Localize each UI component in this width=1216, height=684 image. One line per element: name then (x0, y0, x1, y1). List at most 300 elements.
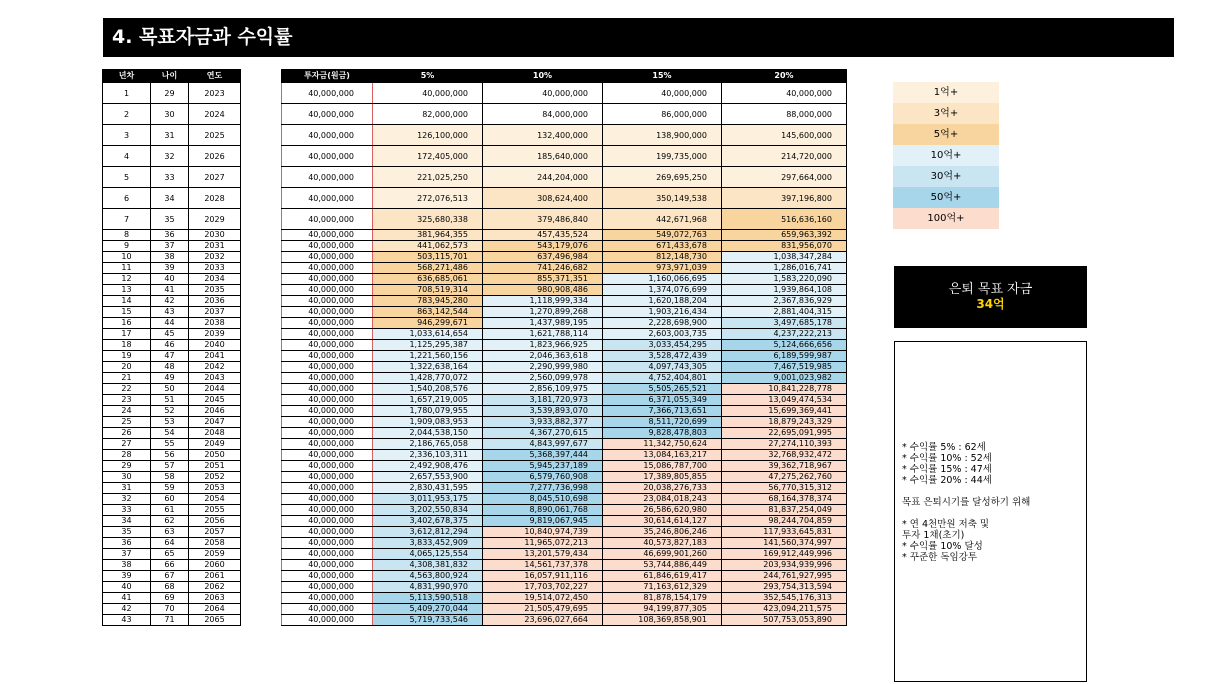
table-row (282, 230, 847, 241)
value-cell: 9,001,023,982 (722, 373, 847, 384)
table-row (103, 384, 241, 395)
value-cell: 14,561,737,378 (483, 560, 603, 571)
value-cell: 40,000,000 (282, 582, 373, 593)
row-cell: 2059 (189, 549, 241, 560)
value-cell: 3,833,452,909 (373, 538, 483, 549)
table-row (282, 340, 847, 351)
row-cell: 38 (103, 560, 151, 571)
value-cell: 40,000,000 (282, 329, 373, 340)
value-cell: 1,583,220,090 (722, 274, 847, 285)
row-cell: 7 (103, 209, 151, 230)
legend-item: 10억+ (893, 145, 999, 166)
table-row (282, 582, 847, 593)
row-cell: 33 (103, 505, 151, 516)
value-cell: 22,695,091,995 (722, 428, 847, 439)
value-cell: 2,046,363,618 (483, 351, 603, 362)
row-cell: 2026 (189, 146, 241, 167)
value-cell: 442,671,968 (603, 209, 722, 230)
value-cell: 20,038,276,733 (603, 483, 722, 494)
value-cell: 40,000,000 (282, 252, 373, 263)
value-cell: 659,963,392 (722, 230, 847, 241)
value-cell: 441,062,573 (373, 241, 483, 252)
value-cell: 88,000,000 (722, 104, 847, 125)
row-cell: 41 (103, 593, 151, 604)
value-cell: 81,837,254,049 (722, 505, 847, 516)
row-cell: 2 (103, 104, 151, 125)
value-cell: 5,409,270,044 (373, 604, 483, 615)
row-cell: 2064 (189, 604, 241, 615)
row-cell: 28 (103, 450, 151, 461)
value-cell: 84,000,000 (483, 104, 603, 125)
row-cell: 31 (103, 483, 151, 494)
value-cell: 1,286,016,741 (722, 263, 847, 274)
value-cell: 1,038,347,284 (722, 252, 847, 263)
value-cell: 4,367,270,615 (483, 428, 603, 439)
note-line: * 수익률 15% : 47세 (902, 464, 992, 475)
row-cell: 2039 (189, 329, 241, 340)
value-cell: 708,519,314 (373, 285, 483, 296)
value-cell: 7,467,519,985 (722, 362, 847, 373)
table-row (103, 406, 241, 417)
row-cell: 19 (103, 351, 151, 362)
row-cell: 30 (151, 104, 189, 125)
page-title: 4. 목표자금과 수익률 (103, 18, 1174, 57)
table-row (103, 373, 241, 384)
value-cell: 40,000,000 (282, 560, 373, 571)
value-cell: 94,199,877,305 (603, 604, 722, 615)
row-cell: 38 (151, 252, 189, 263)
value-cell: 40,000,000 (282, 494, 373, 505)
table-row (282, 527, 847, 538)
row-cell: 2065 (189, 615, 241, 626)
row-cell: 2043 (189, 373, 241, 384)
value-cell: 2,492,908,476 (373, 461, 483, 472)
value-cell: 1,118,999,334 (483, 296, 603, 307)
value-cell: 973,971,039 (603, 263, 722, 274)
value-cell: 18,879,243,329 (722, 417, 847, 428)
value-cell: 1,125,295,387 (373, 340, 483, 351)
table-row (103, 362, 241, 373)
value-cell: 549,072,763 (603, 230, 722, 241)
row-cell: 52 (151, 406, 189, 417)
table-row (282, 538, 847, 549)
row-cell: 2049 (189, 439, 241, 450)
value-cell: 946,299,671 (373, 318, 483, 329)
value-cell: 2,228,698,900 (603, 318, 722, 329)
table-row (103, 230, 241, 241)
row-cell: 3 (103, 125, 151, 146)
row-cell: 6 (103, 188, 151, 209)
table-row (282, 549, 847, 560)
value-cell: 1,270,899,268 (483, 307, 603, 318)
value-cell: 9,819,067,945 (483, 516, 603, 527)
row-cell: 33 (151, 167, 189, 188)
value-cell: 40,000,000 (282, 604, 373, 615)
value-cell: 30,614,614,127 (603, 516, 722, 527)
table-row (282, 439, 847, 450)
value-cell: 185,640,000 (483, 146, 603, 167)
table-row (103, 615, 241, 626)
table-row (103, 571, 241, 582)
value-cell: 1,780,079,955 (373, 406, 483, 417)
row-cell: 67 (151, 571, 189, 582)
table-row (103, 582, 241, 593)
value-cell: 3,402,678,375 (373, 516, 483, 527)
legend-item: 30억+ (893, 166, 999, 187)
row-cell: 63 (151, 527, 189, 538)
row-cell: 12 (103, 274, 151, 285)
table-row (103, 188, 241, 209)
value-cell: 2,881,404,315 (722, 307, 847, 318)
value-cell: 308,624,400 (483, 188, 603, 209)
value-cell: 13,084,163,217 (603, 450, 722, 461)
value-cell: 5,113,590,518 (373, 593, 483, 604)
table-row (282, 83, 847, 104)
value-cell: 4,237,222,213 (722, 329, 847, 340)
row-cell: 2035 (189, 285, 241, 296)
row-cell: 39 (103, 571, 151, 582)
retirement-goal-box (894, 266, 1087, 328)
row-cell: 21 (103, 373, 151, 384)
value-cell: 1,903,216,434 (603, 307, 722, 318)
value-cell: 5,719,733,546 (373, 615, 483, 626)
value-cell: 40,000,000 (282, 296, 373, 307)
row-cell: 14 (103, 296, 151, 307)
value-cell: 4,831,990,970 (373, 582, 483, 593)
value-cell: 40,000,000 (282, 439, 373, 450)
value-cell: 9,828,478,803 (603, 428, 722, 439)
value-cell: 10,840,974,739 (483, 527, 603, 538)
note-line: * 수익률 5% : 62세 (902, 442, 986, 453)
value-cell: 1,033,614,654 (373, 329, 483, 340)
value-cell: 3,612,812,294 (373, 527, 483, 538)
table-row (103, 252, 241, 263)
value-cell: 40,000,000 (282, 527, 373, 538)
table-row (282, 241, 847, 252)
value-cell: 4,308,381,832 (373, 560, 483, 571)
value-cell: 3,528,472,439 (603, 351, 722, 362)
value-cell: 40,000,000 (282, 571, 373, 582)
row-cell: 51 (151, 395, 189, 406)
value-cell: 56,770,315,312 (722, 483, 847, 494)
value-cell: 1,322,638,164 (373, 362, 483, 373)
table-row (103, 439, 241, 450)
table-row (282, 329, 847, 340)
value-cell: 244,761,927,995 (722, 571, 847, 582)
row-cell: 64 (151, 538, 189, 549)
row-cell: 35 (151, 209, 189, 230)
value-cell: 214,720,000 (722, 146, 847, 167)
table-row (103, 516, 241, 527)
value-cell: 40,000,000 (282, 593, 373, 604)
table-row (282, 615, 847, 626)
table-row (103, 593, 241, 604)
table-row (282, 318, 847, 329)
value-cell: 3,933,882,377 (483, 417, 603, 428)
value-cell: 40,000,000 (282, 340, 373, 351)
value-cell: 2,186,765,058 (373, 439, 483, 450)
value-cell: 863,142,544 (373, 307, 483, 318)
row-cell: 42 (103, 604, 151, 615)
value-cell: 40,000,000 (282, 209, 373, 230)
left-header-0: 년차 (103, 70, 151, 83)
value-cell: 40,000,000 (282, 461, 373, 472)
value-cell: 637,496,984 (483, 252, 603, 263)
value-cell: 35,246,806,246 (603, 527, 722, 538)
table-row (282, 296, 847, 307)
value-cell: 21,505,479,695 (483, 604, 603, 615)
value-cell: 671,433,678 (603, 241, 722, 252)
value-cell: 40,000,000 (603, 83, 722, 104)
row-cell: 2055 (189, 505, 241, 516)
value-cell: 117,933,645,831 (722, 527, 847, 538)
table-row (103, 307, 241, 318)
table-row (282, 417, 847, 428)
value-cell: 2,856,109,975 (483, 384, 603, 395)
row-cell: 2046 (189, 406, 241, 417)
table-row (103, 340, 241, 351)
legend-item: 100억+ (893, 208, 999, 229)
value-cell: 138,900,000 (603, 125, 722, 146)
value-cell: 40,000,000 (722, 83, 847, 104)
table-row (282, 167, 847, 188)
legend (893, 82, 999, 229)
row-cell: 48 (151, 362, 189, 373)
value-cell: 3,033,454,295 (603, 340, 722, 351)
value-cell: 40,000,000 (282, 188, 373, 209)
table-row (103, 209, 241, 230)
value-cell: 3,497,685,178 (722, 318, 847, 329)
table-row (282, 146, 847, 167)
table-row (103, 527, 241, 538)
row-cell: 40 (151, 274, 189, 285)
value-cell: 3,539,893,070 (483, 406, 603, 417)
table-row (103, 351, 241, 362)
table-row (282, 560, 847, 571)
table-row (103, 167, 241, 188)
value-cell: 61,846,619,417 (603, 571, 722, 582)
row-cell: 2025 (189, 125, 241, 146)
row-cell: 2057 (189, 527, 241, 538)
value-cell: 32,768,932,472 (722, 450, 847, 461)
value-cell: 40,000,000 (282, 615, 373, 626)
row-cell: 29 (151, 83, 189, 104)
table-row (282, 461, 847, 472)
value-cell: 7,366,713,651 (603, 406, 722, 417)
value-cell: 1,620,188,204 (603, 296, 722, 307)
value-cell: 4,563,800,924 (373, 571, 483, 582)
row-cell: 39 (151, 263, 189, 274)
value-cell: 98,244,704,859 (722, 516, 847, 527)
row-cell: 50 (151, 384, 189, 395)
value-cell: 636,685,061 (373, 274, 483, 285)
value-cell: 40,000,000 (282, 125, 373, 146)
value-cell: 2,830,431,595 (373, 483, 483, 494)
value-cell: 40,000,000 (282, 230, 373, 241)
row-cell: 2047 (189, 417, 241, 428)
table-row (282, 373, 847, 384)
table-row (282, 285, 847, 296)
row-cell: 2044 (189, 384, 241, 395)
row-cell: 11 (103, 263, 151, 274)
table-row (103, 104, 241, 125)
value-cell: 10,841,228,778 (722, 384, 847, 395)
value-cell: 40,000,000 (282, 167, 373, 188)
row-cell: 2051 (189, 461, 241, 472)
row-cell: 36 (151, 230, 189, 241)
value-cell: 2,657,553,900 (373, 472, 483, 483)
value-cell: 40,000,000 (282, 538, 373, 549)
row-cell: 2028 (189, 188, 241, 209)
year-age-table (102, 69, 241, 626)
value-cell: 5,505,265,521 (603, 384, 722, 395)
table-row (103, 538, 241, 549)
table-row (103, 146, 241, 167)
notes-box (894, 341, 1087, 682)
table-row (103, 274, 241, 285)
value-cell: 3,181,720,973 (483, 395, 603, 406)
note-line: * 꾸준한 독임강투 (902, 552, 978, 563)
row-cell: 34 (151, 188, 189, 209)
value-cell: 5,368,397,444 (483, 450, 603, 461)
table-row (103, 472, 241, 483)
value-cell: 381,964,355 (373, 230, 483, 241)
value-cell: 4,752,404,801 (603, 373, 722, 384)
table-row (282, 505, 847, 516)
value-cell: 8,511,720,699 (603, 417, 722, 428)
row-cell: 16 (103, 318, 151, 329)
row-cell: 5 (103, 167, 151, 188)
note-line: 목표 은퇴시기를 달성하기 위해 (902, 497, 1031, 508)
value-cell: 40,000,000 (282, 483, 373, 494)
value-cell: 1,428,770,072 (373, 373, 483, 384)
value-cell: 325,680,338 (373, 209, 483, 230)
value-cell: 40,000,000 (282, 516, 373, 527)
main-header-0: 투자금(원금) (282, 70, 373, 83)
row-cell: 57 (151, 461, 189, 472)
value-cell: 1,909,083,953 (373, 417, 483, 428)
value-cell: 3,202,550,834 (373, 505, 483, 516)
value-cell: 352,545,176,313 (722, 593, 847, 604)
value-cell: 40,000,000 (282, 83, 373, 104)
row-cell: 2054 (189, 494, 241, 505)
row-cell: 30 (103, 472, 151, 483)
value-cell: 423,094,211,575 (722, 604, 847, 615)
value-cell: 4,065,125,554 (373, 549, 483, 560)
value-cell: 2,336,103,311 (373, 450, 483, 461)
value-cell: 40,000,000 (282, 417, 373, 428)
value-cell: 2,367,836,929 (722, 296, 847, 307)
value-cell: 40,000,000 (282, 274, 373, 285)
returns-table (281, 69, 847, 626)
row-cell: 2024 (189, 104, 241, 125)
table-row (103, 241, 241, 252)
value-cell: 1,160,066,695 (603, 274, 722, 285)
table-row (282, 406, 847, 417)
row-cell: 27 (103, 439, 151, 450)
row-cell: 62 (151, 516, 189, 527)
value-cell: 1,540,208,576 (373, 384, 483, 395)
table-row (282, 516, 847, 527)
row-cell: 2048 (189, 428, 241, 439)
value-cell: 7,277,736,998 (483, 483, 603, 494)
value-cell: 855,371,351 (483, 274, 603, 285)
value-cell: 13,201,579,434 (483, 549, 603, 560)
table-row (282, 494, 847, 505)
row-cell: 4 (103, 146, 151, 167)
row-cell: 20 (103, 362, 151, 373)
row-cell: 71 (151, 615, 189, 626)
value-cell: 40,000,000 (282, 241, 373, 252)
value-cell: 71,163,612,329 (603, 582, 722, 593)
value-cell: 272,076,513 (373, 188, 483, 209)
value-cell: 39,362,718,967 (722, 461, 847, 472)
value-cell: 40,000,000 (282, 351, 373, 362)
row-cell: 26 (103, 428, 151, 439)
table-row (103, 125, 241, 146)
table-row (282, 384, 847, 395)
table-row (282, 104, 847, 125)
row-cell: 9 (103, 241, 151, 252)
row-cell: 22 (103, 384, 151, 395)
value-cell: 47,275,262,760 (722, 472, 847, 483)
row-cell: 31 (151, 125, 189, 146)
row-cell: 49 (151, 373, 189, 384)
value-cell: 40,000,000 (282, 428, 373, 439)
value-cell: 1,621,788,114 (483, 329, 603, 340)
row-cell: 23 (103, 395, 151, 406)
row-cell: 32 (151, 146, 189, 167)
row-cell: 34 (103, 516, 151, 527)
row-cell: 2037 (189, 307, 241, 318)
table-row (282, 593, 847, 604)
row-cell: 2056 (189, 516, 241, 527)
row-cell: 69 (151, 593, 189, 604)
value-cell: 132,400,000 (483, 125, 603, 146)
row-cell: 44 (151, 318, 189, 329)
row-cell: 60 (151, 494, 189, 505)
value-cell: 40,000,000 (282, 472, 373, 483)
value-cell: 812,148,730 (603, 252, 722, 263)
row-cell: 2030 (189, 230, 241, 241)
value-cell: 145,600,000 (722, 125, 847, 146)
legend-item: 5억+ (893, 124, 999, 145)
value-cell: 6,371,055,349 (603, 395, 722, 406)
row-cell: 2061 (189, 571, 241, 582)
value-cell: 86,000,000 (603, 104, 722, 125)
row-cell: 13 (103, 285, 151, 296)
row-cell: 36 (103, 538, 151, 549)
row-cell: 56 (151, 450, 189, 461)
row-cell: 24 (103, 406, 151, 417)
table-row (282, 428, 847, 439)
value-cell: 26,586,620,980 (603, 505, 722, 516)
table-row (103, 296, 241, 307)
value-cell: 172,405,000 (373, 146, 483, 167)
value-cell: 40,000,000 (483, 83, 603, 104)
value-cell: 831,956,070 (722, 241, 847, 252)
value-cell: 980,908,486 (483, 285, 603, 296)
row-cell: 2052 (189, 472, 241, 483)
value-cell: 15,699,369,441 (722, 406, 847, 417)
row-cell: 55 (151, 439, 189, 450)
table-row (103, 549, 241, 560)
row-cell: 2033 (189, 263, 241, 274)
value-cell: 40,000,000 (282, 307, 373, 318)
row-cell: 2058 (189, 538, 241, 549)
row-cell: 2063 (189, 593, 241, 604)
table-row (103, 461, 241, 472)
